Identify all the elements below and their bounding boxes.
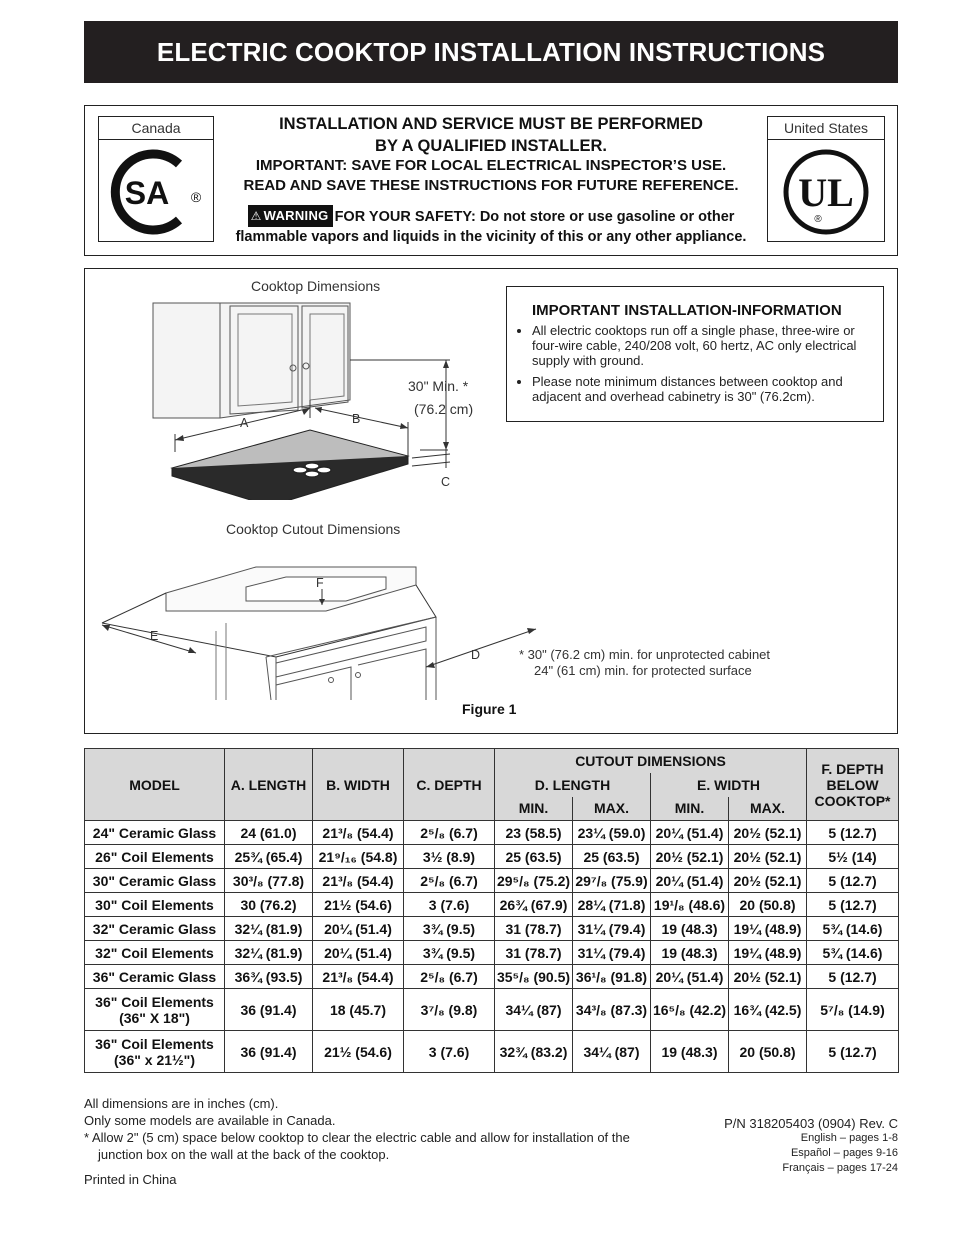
header-d-max: MAX. <box>573 797 651 821</box>
cert-line-1: INSTALLATION AND SERVICE MUST BE PERFORMED <box>279 115 703 133</box>
canada-cert <box>98 116 214 242</box>
footer-notes <box>84 1095 684 1188</box>
dimension-cell: 36 (91.4) <box>225 1031 313 1073</box>
installation-info-box <box>506 286 884 422</box>
table-row <box>85 845 899 869</box>
dimension-cell: 32¾ (83.2) <box>495 1031 573 1073</box>
table-row <box>85 965 899 989</box>
dimension-cell: 21½ (54.6) <box>313 1031 404 1073</box>
info-item: • Please note minimum distances between cooktop and adjacent and overhead cabinetry is 30" (76.2cm). <box>532 374 872 404</box>
min-height-label: 30" Min. * <box>408 378 469 394</box>
cert-heading <box>215 113 767 157</box>
dimension-cell: 18 (45.7) <box>313 989 404 1031</box>
dimension-cell: 3¾ (9.5) <box>404 941 495 965</box>
dimension-cell: 3 (7.6) <box>404 1031 495 1073</box>
cabinet-note-1: * 30" (76.2 cm) min. for unprotected cabinet <box>519 647 771 662</box>
cooktop-dimensions-diagram <box>150 300 470 500</box>
dimension-cell: 21³/₈ (54.4) <box>313 821 404 845</box>
csa-logo-text: SA <box>124 175 170 211</box>
cert-line-3: IMPORTANT: SAVE FOR LOCAL ELECTRICAL INSPECTOR’S USE. <box>255 157 727 174</box>
dimension-cell: 20½ (52.1) <box>729 965 807 989</box>
dimension-f-label: F <box>316 576 324 590</box>
dimension-cell: 19 (48.3) <box>651 1031 729 1073</box>
dimension-cell: 2⁵/₈ (6.7) <box>404 965 495 989</box>
cutout-dimensions-label: Cooktop Cutout Dimensions <box>226 521 401 537</box>
us-cert <box>767 116 885 242</box>
canada-label: Canada <box>99 117 213 140</box>
dimension-cell: 34³/₈ (87.3) <box>573 989 651 1031</box>
dimension-cell: 2⁵/₈ (6.7) <box>404 821 495 845</box>
dimension-cell: 36¾ (93.5) <box>225 965 313 989</box>
dimension-cell: 20½ (52.1) <box>729 821 807 845</box>
table-row <box>85 821 899 845</box>
title-bar <box>84 21 898 83</box>
table-body <box>85 821 899 1073</box>
dimension-cell: 2⁵/₈ (6.7) <box>404 869 495 893</box>
dimension-cell: 21½ (54.6) <box>313 893 404 917</box>
dimension-cell: 19 (48.3) <box>651 941 729 965</box>
dimension-c-label: C <box>441 475 451 489</box>
printed-in: Printed in China <box>84 1172 177 1187</box>
warning-badge <box>248 205 333 227</box>
model-cell: 30" Ceramic Glass <box>85 869 225 893</box>
dimension-cell: 5¾ (14.6) <box>807 941 899 965</box>
dimension-d-label: D <box>471 648 481 662</box>
dimension-cell: 5⁷/₈ (14.9) <box>807 989 899 1031</box>
dimension-cell: 25¾ (65.4) <box>225 845 313 869</box>
dimension-cell: 30 (76.2) <box>225 893 313 917</box>
dimension-cell: 5½ (14) <box>807 845 899 869</box>
dimension-cell: 20 (50.8) <box>729 893 807 917</box>
header-cutout: CUTOUT DIMENSIONS <box>495 749 807 773</box>
dimension-cell: 16¾ (42.5) <box>729 989 807 1031</box>
model-cell: 36" Coil Elements (36" X 18") <box>85 989 225 1031</box>
model-cell: 30" Coil Elements <box>85 893 225 917</box>
header-b-width: B. WIDTH <box>313 749 404 821</box>
table-row <box>85 869 899 893</box>
dimension-cell: 30³/₈ (77.8) <box>225 869 313 893</box>
header-e-width: E. WIDTH <box>651 773 807 797</box>
csa-registered-mark: ® <box>190 189 202 205</box>
dimension-cell: 21⁹/₁₆ (54.8) <box>313 845 404 869</box>
cert-important <box>215 156 767 196</box>
cert-line-2: BY A QUALIFIED INSTALLER. <box>375 137 607 155</box>
language-spanish: Español – pages 9-16 <box>790 1147 898 1159</box>
page-title: ELECTRIC COOKTOP INSTALLATION INSTRUCTIONS <box>156 36 826 67</box>
warning-line-1: FOR YOUR SAFETY: Do not store or use gasoline or other <box>334 209 735 225</box>
dimension-cell: 20¼ (51.4) <box>313 917 404 941</box>
dimension-cell: 20 (50.8) <box>729 1031 807 1073</box>
language-english: English – pages 1-8 <box>800 1132 898 1144</box>
dimension-cell: 36¹/₈ (91.8) <box>573 965 651 989</box>
dimension-a-label: A <box>240 416 249 430</box>
min-height-metric: (76.2 cm) <box>414 401 474 417</box>
header-d-length: D. LENGTH <box>495 773 651 797</box>
cert-line-4: READ AND SAVE THESE INSTRUCTIONS FOR FUTURE REFERENCE. <box>243 177 739 194</box>
dimension-b-label: B <box>352 412 361 426</box>
model-cell: 24" Ceramic Glass <box>85 821 225 845</box>
header-model: MODEL <box>85 749 225 821</box>
dimension-cell: 3¾ (9.5) <box>404 917 495 941</box>
table-row <box>85 893 899 917</box>
cooktop-dimensions-label: Cooktop Dimensions <box>251 278 381 294</box>
ul-logo-icon <box>776 144 876 240</box>
dimension-cell: 23¼ (59.0) <box>573 821 651 845</box>
header-a-length: A. LENGTH <box>225 749 313 821</box>
dimension-cell: 5 (12.7) <box>807 821 899 845</box>
footer-right <box>724 1116 898 1176</box>
header-e-min: MIN. <box>651 797 729 821</box>
ul-logo <box>768 140 884 244</box>
dimension-cell: 31¼ (79.4) <box>573 941 651 965</box>
model-cell: 26" Coil Elements <box>85 845 225 869</box>
csa-logo-icon <box>101 144 211 240</box>
footer-line-2: Only some models are available in Canada. <box>84 1113 336 1128</box>
dimension-cell: 5 (12.7) <box>807 965 899 989</box>
warning-badge-label: WARNING <box>263 208 329 223</box>
dimension-cell: 20¼ (51.4) <box>651 821 729 845</box>
dimension-cell: 5 (12.7) <box>807 893 899 917</box>
csa-logo <box>99 140 213 244</box>
dimension-cell: 29⁵/₈ (75.2) <box>495 869 573 893</box>
dimension-cell: 20¼ (51.4) <box>313 941 404 965</box>
cabinet-note-2: 24" (61 cm) min. for protected surface <box>534 663 752 678</box>
info-item: • All electric cooktops run off a single phase, three-wire or four-wire cable, 240/208 volt, 60 hertz, AC only electrical supply with ground. <box>532 323 872 368</box>
dimension-cell: 36 (91.4) <box>225 989 313 1031</box>
dimension-cell: 20¼ (51.4) <box>651 965 729 989</box>
dimension-cell: 32¼ (81.9) <box>225 917 313 941</box>
dimension-cell: 5 (12.7) <box>807 869 899 893</box>
model-cell: 36" Ceramic Glass <box>85 965 225 989</box>
table-row <box>85 917 899 941</box>
model-cell: 36" Coil Elements (36" x 21½") <box>85 1031 225 1073</box>
dimension-cell: 5 (12.7) <box>807 1031 899 1073</box>
dimension-cell: 20½ (52.1) <box>729 869 807 893</box>
warning-icon: ⚠ <box>250 209 262 223</box>
dimension-cell: 35⁵/₈ (90.5) <box>495 965 573 989</box>
dimension-cell: 19¼ (48.9) <box>729 941 807 965</box>
dimension-cell: 23 (58.5) <box>495 821 573 845</box>
dimension-cell: 20½ (52.1) <box>651 845 729 869</box>
ul-logo-text: UL <box>798 170 854 215</box>
header-f-depth: F. DEPTH BELOW COOKTOP* <box>807 749 899 821</box>
part-number: P/N 318205403 (0904) Rev. C <box>724 1116 898 1131</box>
language-french: Français – pages 17-24 <box>782 1162 898 1174</box>
footer-line-4: junction box on the wall at the back of the cooktop. <box>98 1147 390 1162</box>
us-label: United States <box>768 117 884 140</box>
dimension-cell: 3 (7.6) <box>404 893 495 917</box>
dimension-cell: 29⁷/₈ (75.9) <box>573 869 651 893</box>
table-row <box>85 989 899 1031</box>
dimension-cell: 19 (48.3) <box>651 917 729 941</box>
dimension-cell: 3⁷/₈ (9.8) <box>404 989 495 1031</box>
dimension-cell: 24 (61.0) <box>225 821 313 845</box>
footer-line-3: * Allow 2" (5 cm) space below cooktop to clear the electric cable and allow for installation of the <box>84 1130 630 1145</box>
dimension-cell: 21³/₈ (54.4) <box>313 869 404 893</box>
dimension-cell: 20½ (52.1) <box>729 845 807 869</box>
dimensions-table <box>84 748 899 1073</box>
cert-warning <box>215 205 767 247</box>
dimension-cell: 25 (63.5) <box>573 845 651 869</box>
dimension-cell: 16⁵/₈ (42.2) <box>651 989 729 1031</box>
dimension-cell: 20¼ (51.4) <box>651 869 729 893</box>
certification-box <box>84 105 898 256</box>
footer-line-1: All dimensions are in inches (cm). <box>84 1096 279 1111</box>
dimension-cell: 34¼ (87) <box>573 1031 651 1073</box>
dimension-cell: 26¾ (67.9) <box>495 893 573 917</box>
dimension-cell: 31 (78.7) <box>495 941 573 965</box>
dimension-cell: 25 (63.5) <box>495 845 573 869</box>
warning-line-2: flammable vapors and liquids in the vicinity of this or any other appliance. <box>235 229 747 245</box>
dimension-cell: 34¼ (87) <box>495 989 573 1031</box>
table-row <box>85 1031 899 1073</box>
dimension-cell: 31 (78.7) <box>495 917 573 941</box>
dimension-cell: 31¼ (79.4) <box>573 917 651 941</box>
dimension-e-label: E <box>150 629 159 643</box>
ul-registered-mark: ® <box>814 214 822 225</box>
dimension-cell: 19¼ (48.9) <box>729 917 807 941</box>
dimension-cell: 5¾ (14.6) <box>807 917 899 941</box>
figure-caption: Figure 1 <box>462 701 517 717</box>
header-e-max: MAX. <box>729 797 807 821</box>
dimension-cell: 28¼ (71.8) <box>573 893 651 917</box>
table-row <box>85 941 899 965</box>
model-cell: 32" Ceramic Glass <box>85 917 225 941</box>
info-title: IMPORTANT INSTALLATION-INFORMATION <box>532 302 842 319</box>
dimension-cell: 32¼ (81.9) <box>225 941 313 965</box>
dimension-cell: 21³/₈ (54.4) <box>313 965 404 989</box>
dimension-cell: 19¹/₈ (48.6) <box>651 893 729 917</box>
model-cell: 32" Coil Elements <box>85 941 225 965</box>
cutout-dimensions-diagram <box>96 545 546 705</box>
info-list <box>517 323 872 410</box>
dimension-cell: 3½ (8.9) <box>404 845 495 869</box>
header-c-depth: C. DEPTH <box>404 749 495 821</box>
header-d-min: MIN. <box>495 797 573 821</box>
